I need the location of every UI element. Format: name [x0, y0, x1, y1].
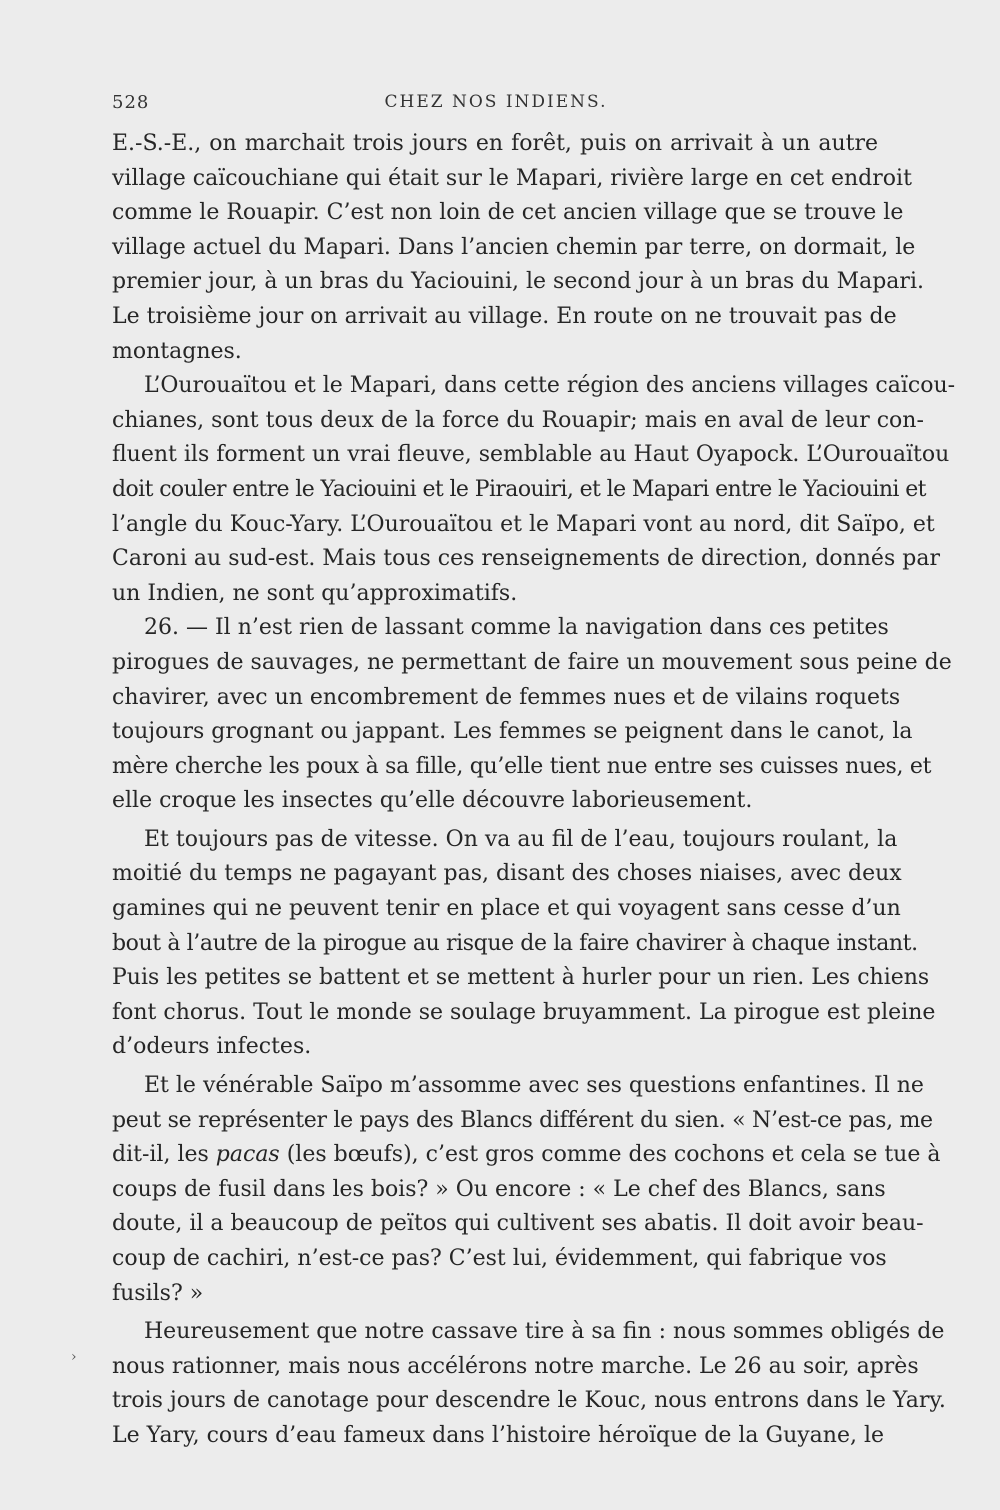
- text-line: 26. — Il n’est rien de lassant comme la navigation dans ces petites: [144, 615, 889, 641]
- text-line: peut se représenter le pays des Blancs différent du sien. « N’est-ce pas, me: [112, 1107, 933, 1133]
- text-line: coup de cachiri, n’est-ce pas? C’est lui, évidemment, qui fabrique vos: [112, 1246, 887, 1271]
- text-line: un Indien, ne sont qu’approximatifs.: [112, 580, 518, 606]
- text-line: fluent ils forment un vrai fleuve, semblable au Haut Oyapock. L’Ourouaïtou: [112, 442, 950, 468]
- margin-mark: ›: [71, 1349, 77, 1365]
- text-line: l’angle du Kouc-Yary. L’Ourouaïtou et le Mapari vont au nord, dit Saïpo, et: [112, 511, 935, 537]
- text-line: bout à l’autre de la pirogue au risque de la faire chavirer à chaque instant.: [112, 930, 918, 956]
- text-line: nous rationner, mais nous accélérons notre marche. Le 26 au soir, après: [112, 1353, 919, 1379]
- text-line: Le Yary, cours d’eau fameux dans l’histoire héroïque de la Guyane, le: [112, 1422, 885, 1448]
- running-head: CHEZ NOS INDIENS.: [384, 92, 608, 112]
- text-line: Heureusement que notre cassave tire à sa fin : nous sommes obligés de: [144, 1319, 945, 1345]
- text-line: montagnes.: [112, 338, 242, 364]
- text-line: fusils? »: [112, 1280, 204, 1306]
- text-line: toujours grognant ou jappant. Les femmes se peignent dans le canot, la: [112, 719, 913, 745]
- text-line: Et le vénérable Saïpo m’assomme avec ses questions enfantines. Il ne: [144, 1073, 924, 1099]
- text-line: font chorus. Tout le monde se soulage bruyamment. La pirogue est pleine: [112, 999, 936, 1025]
- text-line: Puis les petites se battent et se mettent à hurler pour un rien. Les chiens: [112, 965, 930, 991]
- text-line: moitié du temps ne pagayant pas, disant des choses niaises, avec deux: [112, 861, 902, 887]
- text-line: doute, il a beaucoup de peïtos qui cultivent ses abatis. Il doit avoir beau-: [112, 1211, 924, 1237]
- paragraph-3: [112, 611, 952, 819]
- text-line: premier jour, à un bras du Yaciouini, le second jour à un bras du Mapari.: [112, 269, 924, 295]
- page-header: [112, 92, 880, 122]
- text-line: Le troisième jour on arrivait au village. En route on ne trouvait pas de: [112, 303, 897, 329]
- text-segment: (les bœufs), c’est gros comme des cochons et cela se tue à: [279, 1142, 941, 1168]
- text-line: village caïcouchiane qui était sur le Mapari, rivière large en cet endroit: [112, 165, 912, 191]
- text-line: doit couler entre le Yaciouini et le Piraouiri, et le Mapari entre le Yaciouini et: [112, 476, 926, 502]
- text-line: elle croque les insectes qu’elle découvre laborieusement.: [112, 788, 753, 814]
- text-line: E.-S.-E., on marchait trois jours en forêt, puis on arrivait à un autre: [112, 131, 878, 156]
- text-line: d’odeurs infectes.: [112, 1034, 312, 1060]
- text-line: mère cherche les poux à sa fille, qu’elle tient nue entre ses cuisses nues, et: [112, 753, 932, 779]
- text-segment: dit-il, les: [112, 1142, 216, 1168]
- text-line: chianes, sont tous deux de la force du Rouapir; mais en aval de leur con-: [112, 407, 924, 433]
- text-line: trois jours de canotage pour descendre le Kouc, nous entrons dans le Yary.: [112, 1388, 946, 1414]
- text-line: comme le Rouapir. C’est non loin de cet ancien village que se trouve le: [112, 200, 904, 226]
- body-text: [112, 127, 956, 1454]
- text-line: [112, 1138, 941, 1173]
- text-line: chavirer, avec un encombrement de femmes nues et de vilains roquets: [112, 684, 901, 710]
- page-number: 528: [112, 92, 150, 113]
- paragraph-4: [112, 823, 936, 1065]
- paragraph-1: [112, 127, 924, 369]
- italic-word: pacas: [215, 1142, 280, 1168]
- text-line: village actuel du Mapari. Dans l’ancien chemin par terre, on dormait, le: [112, 234, 916, 260]
- text-line: gamines qui ne peuvent tenir en place et qui voyagent sans cesse d’un: [112, 896, 901, 922]
- text-line: coups de fusil dans les bois? » Ou encore : « Le chef des Blancs, sans: [112, 1176, 886, 1202]
- text-line: L’Ourouaïtou et le Mapari, dans cette région des anciens villages caïcou-: [144, 373, 956, 399]
- text-line: Et toujours pas de vitesse. On va au fil de l’eau, toujours roulant, la: [144, 826, 898, 852]
- paragraph-2: [112, 369, 956, 611]
- text-line: Caroni au sud-est. Mais tous ces renseignements de direction, donnés par: [112, 546, 940, 572]
- text-line: pirogues de sauvages, ne permettant de faire un mouvement sous peine de: [112, 649, 952, 675]
- paragraph-6: [112, 1315, 946, 1453]
- paragraph-5: [112, 1069, 941, 1311]
